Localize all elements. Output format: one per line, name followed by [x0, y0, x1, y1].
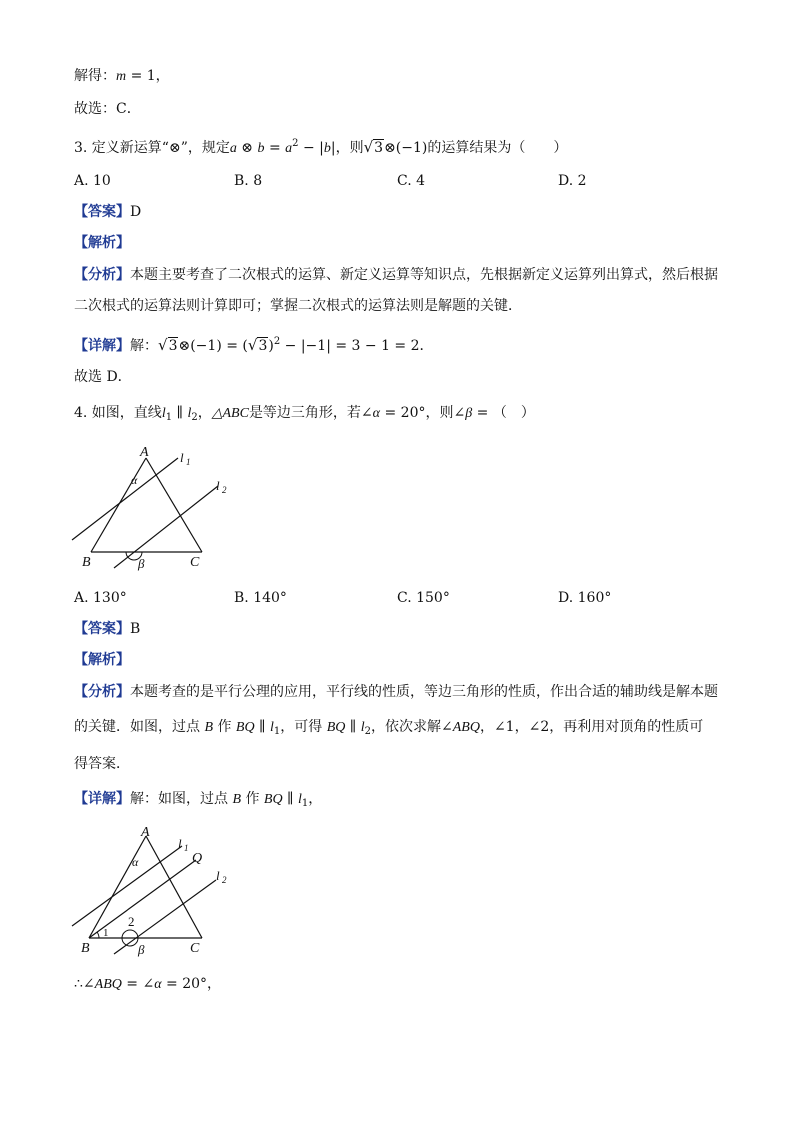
label-l1: l	[178, 836, 182, 851]
q3-def-b2: b	[323, 141, 331, 156]
label-angle-2: 2	[128, 914, 135, 929]
q3-def-eq: =	[264, 140, 286, 156]
d-b: B	[232, 792, 242, 807]
f2f: l	[269, 720, 274, 735]
q3-analysis-tag: 【解析】	[74, 235, 130, 251]
d-g: 1	[301, 798, 309, 809]
label-angle-1: 1	[103, 927, 109, 939]
t-d: α	[154, 977, 162, 992]
q4-fenxi-1: 本题考查的是平行公理的应用，平行线的性质，等边三角形的性质，作出合适的辅助线是解本题	[130, 684, 718, 700]
var-m: m	[116, 69, 127, 84]
d-e: ∥	[282, 791, 298, 807]
sqrt-value: 3	[168, 338, 178, 354]
d-a: 解：如图，过点	[130, 791, 233, 807]
q3-analysis-line-2: 二次根式的运算法则计算即可；掌握二次根式的运算法则是解题的关键．	[74, 298, 522, 314]
label-c: C	[190, 555, 200, 570]
q4-answer: B	[130, 621, 141, 637]
q3-answer: D	[130, 204, 142, 220]
f2b: B	[204, 720, 214, 735]
label-b: B	[81, 941, 90, 956]
q3-expr-tail: ⊗(−1)	[384, 140, 428, 156]
q4-option-b: B. 140°	[234, 590, 287, 606]
q3-detail-sq: 2	[273, 336, 281, 347]
f2d: BQ	[235, 720, 255, 735]
label-l2: l	[216, 868, 220, 883]
q4-stem-c: 是等边三角形，若∠	[248, 405, 373, 421]
line-l1	[72, 846, 182, 926]
f2i: BQ	[326, 720, 346, 735]
q4-l1: l	[161, 406, 166, 421]
label-beta: β	[138, 556, 145, 571]
figure-1-triangle	[66, 438, 246, 578]
q3-answer-line	[74, 202, 141, 222]
label-alpha: α	[132, 855, 139, 869]
f2n: ABQ	[452, 720, 480, 735]
t-a: ∴∠	[74, 976, 95, 992]
label-alpha: α	[131, 473, 138, 487]
q4-stem-d: = 20°，则∠	[380, 405, 466, 421]
f2m: ，依次求解∠	[371, 719, 453, 735]
q4-therefore-line	[74, 974, 221, 995]
q3-detail-pre: 解：	[130, 338, 158, 354]
q3-def-op: ⊗	[236, 140, 258, 156]
q3-detail-expr-a: ⊗(−1) = (	[178, 338, 248, 354]
q4-analysis-line-3: 得答案．	[74, 756, 130, 772]
label-q: Q	[192, 851, 203, 866]
q3-def-a2: a	[285, 141, 293, 156]
answer-tag: 【答案】	[74, 621, 130, 637]
label-l2-sub: 2	[222, 485, 227, 495]
q3-final-line: 故选 D．	[74, 369, 132, 385]
sqrt-symbol: √	[158, 336, 168, 354]
q3-fenxi-1: 本题主要考查了二次根式的运算、新定义运算等知识点，先根据新定义运算列出算式，然后根据	[130, 267, 718, 283]
q3-detail-expr-b: )	[268, 338, 274, 354]
q4-triangle: △ABC	[211, 406, 249, 421]
solution-line-m	[74, 66, 170, 87]
f2k: l	[360, 720, 365, 735]
f2h: ，可得	[280, 719, 327, 735]
question-3-stem	[74, 134, 567, 159]
q3-def-b: b	[257, 141, 265, 156]
q3-stem-b: ，则	[335, 140, 364, 156]
q3-def-sq: 2	[292, 138, 299, 149]
f2a: 的关键．如图，过点	[74, 719, 205, 735]
choose-line-c: 故选：C．	[74, 101, 141, 117]
line-l1	[72, 458, 178, 540]
q4-beta: β	[465, 406, 473, 421]
side-ab	[91, 458, 146, 552]
q3-option-d: D. 2	[558, 173, 587, 189]
f2e: ∥	[254, 719, 270, 735]
q3-stem-c: 的运算结果为（ ）	[427, 140, 568, 156]
angle-2-arc	[122, 930, 138, 938]
q4-analysis-line-1	[74, 682, 718, 702]
d-h: ，	[308, 791, 323, 807]
side-ab	[89, 836, 146, 938]
sqrt-value: 3	[258, 338, 268, 354]
text-rest: = 1，	[126, 68, 170, 84]
q4-stem-e: = （ ）	[472, 405, 535, 421]
q4-option-d: D. 160°	[558, 590, 612, 606]
question-4-stem	[74, 403, 535, 428]
answer-tag: 【答案】	[74, 204, 130, 220]
label-l2-sub: 2	[222, 875, 227, 885]
q3-option-c: C. 4	[397, 173, 426, 189]
t-c: = ∠	[121, 976, 155, 992]
sqrt-symbol: √	[247, 336, 258, 354]
label-beta: β	[138, 942, 145, 957]
q4-option-a: A. 130°	[74, 590, 127, 606]
f2g: 1	[273, 726, 281, 737]
q3-analysis-line-1	[74, 265, 718, 285]
angle-1-arc	[97, 932, 99, 938]
t-b: ABQ	[94, 977, 122, 992]
q4-l2-sub: 2	[191, 412, 198, 423]
q4-detail-line	[74, 789, 322, 814]
q3-detail-line	[74, 332, 434, 356]
q4-analysis-line-2	[74, 717, 703, 742]
label-a: A	[140, 445, 149, 460]
f2c: 作	[213, 719, 236, 735]
detail-tag: 【详解】	[74, 338, 130, 354]
label-l2: l	[216, 478, 220, 493]
q4-stem-b: ，	[197, 405, 212, 421]
sqrt-value: 3	[374, 140, 384, 156]
q3-stem-a: 3. 定义新运算“⊗”，规定	[74, 140, 230, 156]
q4-alpha: α	[372, 406, 381, 421]
f2l: 2	[364, 726, 371, 737]
q4-option-c: C. 150°	[397, 590, 450, 606]
d-c: 作	[241, 791, 264, 807]
q4-l1-sub: 1	[165, 412, 173, 423]
label-c: C	[190, 941, 200, 956]
t-e: = 20°，	[161, 976, 222, 992]
figure-2-construction	[66, 822, 246, 962]
detail-tag: 【详解】	[74, 791, 130, 807]
d-d: BQ	[263, 792, 283, 807]
q3-detail-expr-c: − |−1| = 3 − 1 = 2．	[280, 338, 434, 354]
label-b: B	[82, 555, 91, 570]
q4-parallel: ∥	[172, 405, 188, 421]
q3-option-a: A. 10	[74, 173, 111, 189]
f2o: ，∠1，∠2，再利用对顶角的性质可	[479, 719, 704, 735]
line-l2	[114, 486, 218, 568]
fenxi-tag: 【分析】	[74, 267, 130, 283]
label-l1: l	[180, 450, 184, 465]
label-l1-sub: 1	[184, 843, 189, 853]
fenxi-tag: 【分析】	[74, 684, 130, 700]
q4-analysis-tag: 【解析】	[74, 652, 130, 668]
label-a: A	[141, 825, 150, 840]
d-f: l	[297, 792, 302, 807]
q3-def-minus: − |	[298, 140, 324, 156]
q3-def-a: a	[229, 141, 237, 156]
sqrt-symbol: √	[363, 138, 374, 156]
f2j: ∥	[345, 719, 361, 735]
text-prefix: 解得：	[74, 68, 116, 84]
q4-l2: l	[187, 406, 192, 421]
q4-answer-line	[74, 619, 140, 639]
q3-option-b: B. 8	[234, 173, 263, 189]
label-l1-sub: 1	[186, 457, 191, 467]
q4-stem-a: 4. 如图，直线	[74, 405, 162, 421]
q3-def-close: |	[330, 140, 336, 156]
